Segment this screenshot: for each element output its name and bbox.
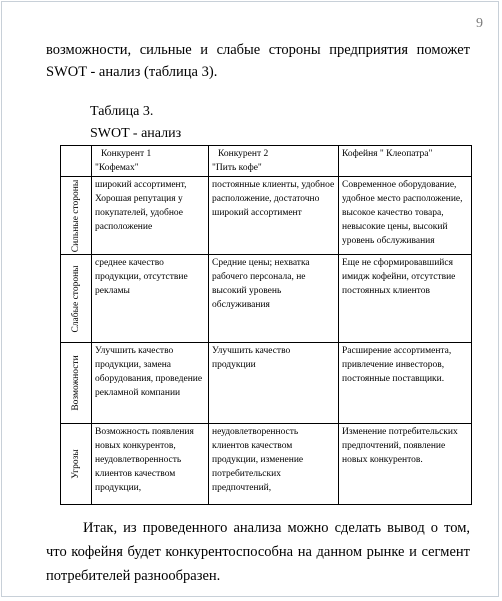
table-cell: Изменение потребительских предпочтений, появление новых конкурентов.: [339, 424, 472, 505]
page-number: 9: [476, 16, 483, 31]
table-row: [61, 177, 472, 255]
header-competitor-1-title: Конкурент 1: [101, 149, 152, 159]
table-cell: Современное оборудование, удобное место расположение, высокое качество товара, невысокие цены, высокий уровень обслуживания: [339, 177, 472, 255]
header-own-cafe: [339, 146, 472, 177]
table-cell: постоянные клиенты, удобное расположение, достаточно широкий ассортимент: [209, 177, 339, 255]
table-cell: Еще не сформировавшийся имидж кофейни, отсутствие постоянных клиентов: [339, 255, 472, 343]
table-cell: Возможность появления новых конкурентов, неудовлетворенность клиентов качеством продукции,: [92, 424, 209, 505]
row-label-text: Угрозы: [71, 449, 81, 479]
header-corner-cell: [61, 146, 92, 177]
row-label-text: Слабые стороны: [71, 264, 81, 333]
row-label-opportunities: [61, 343, 92, 424]
table-cell: Средние цены; нехватка рабочего персонала, не высокий уровень обслуживания: [209, 255, 339, 343]
header-competitor-1: [92, 146, 209, 177]
header-competitor-1-name: "Кофемах": [95, 163, 139, 173]
table-caption: [90, 101, 181, 145]
table-header-row: [61, 146, 472, 177]
table-cell: неудовлетворенность клиентов качеством продукции, изменение потребительских предпочтений,: [209, 424, 339, 505]
table-row: [61, 343, 472, 424]
table-caption-number: Таблица 3.: [90, 104, 154, 119]
row-label-strengths: [61, 177, 92, 255]
header-competitor-2: [209, 146, 339, 177]
table-cell: Расширение ассортимента, привлечение инвесторов, постоянные поставщики.: [339, 343, 472, 424]
row-label-threats: [61, 424, 92, 505]
row-label-text: Возможности: [71, 355, 81, 411]
table-row: [61, 255, 472, 343]
intro-paragraph: возможности, сильные и слабые стороны предприятия поможет SWOT - анализ (таблица 3).: [46, 42, 470, 80]
table-row: [61, 424, 472, 505]
table-cell: широкий ассортимент, Хорошая репутация у покупателей, удобное расположение: [92, 177, 209, 255]
header-competitor-2-title: Конкурент 2: [218, 149, 269, 159]
document-page: [1, 1, 499, 597]
row-label-weaknesses: [61, 255, 92, 343]
header-own-cafe-title: Кофейня " Клеопатра": [342, 149, 433, 159]
swot-table: [60, 145, 472, 505]
row-label-text: Сильные стороны: [71, 179, 81, 252]
conclusion-paragraph: Итак, из проведенного анализа можно сделать вывод о том, что кофейня будет конкурентоспособна на данном рынке и сегмент потребителей разнообразен.: [46, 520, 470, 584]
table-cell: Улучшить качество продукции: [209, 343, 339, 424]
table-cell: среднее качество продукции, отсутствие рекламы: [92, 255, 209, 343]
header-competitor-2-name: "Пить кофе": [212, 163, 262, 173]
table-caption-title: SWOT - анализ: [90, 126, 182, 141]
table-cell: Улучшить качество продукции, замена оборудования, проведение рекламной компании: [92, 343, 209, 424]
